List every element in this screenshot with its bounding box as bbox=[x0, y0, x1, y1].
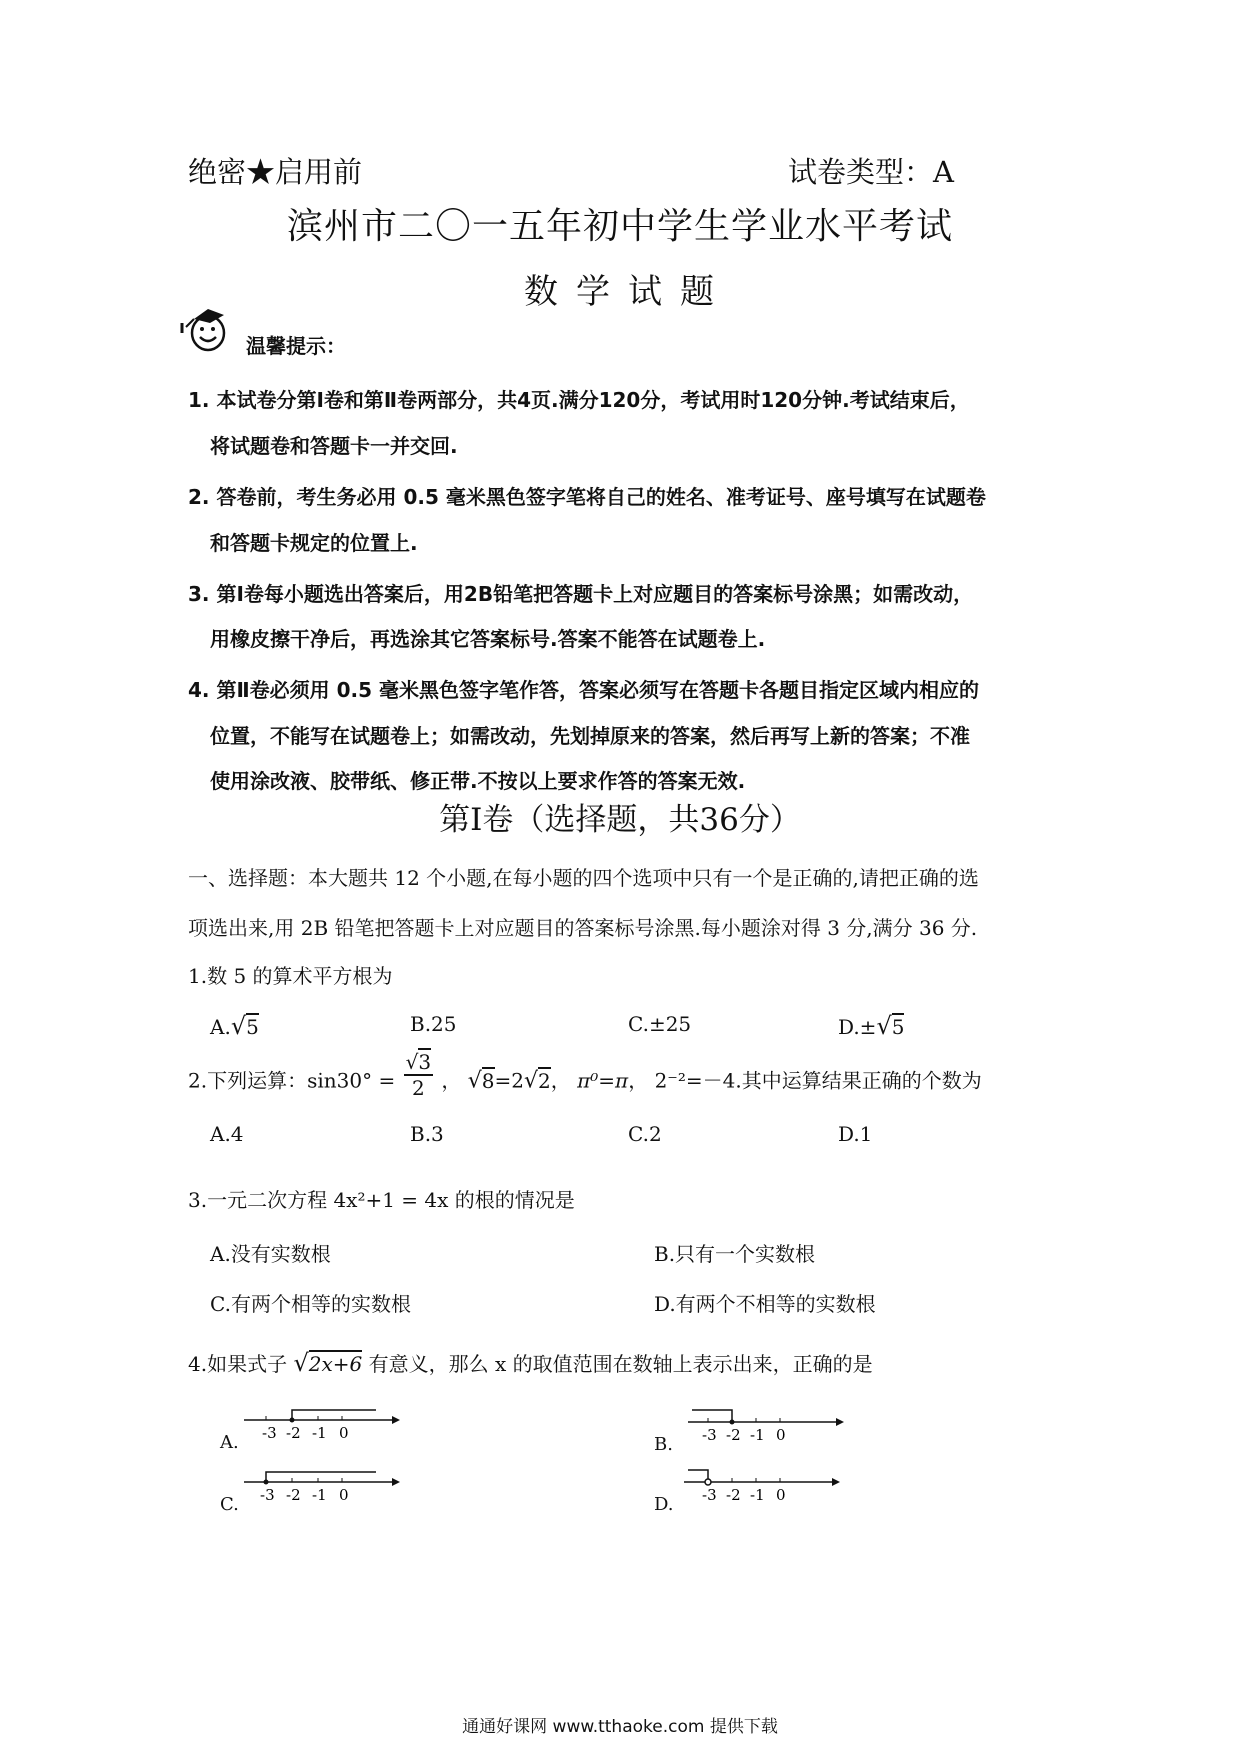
q1-option-b: B.25 bbox=[410, 1012, 457, 1036]
question-1-stem: 1.数 5 的算术平方根为 bbox=[188, 964, 393, 988]
tips-line: 位置，不能写在试题卷上；如需改动，先划掉原来的答案，然后再写上新的答案；不准 bbox=[210, 724, 970, 748]
q4-option-d bbox=[654, 1460, 834, 1530]
q2-option-a: A.4 bbox=[210, 1122, 244, 1146]
svg-text:-3: -3 bbox=[702, 1426, 717, 1444]
q4-option-a bbox=[220, 1404, 400, 1474]
tips-line: 1. 本试卷分第Ⅰ卷和第Ⅱ卷两部分，共4页.满分120分，考试用时120分钟.考试结束后， bbox=[188, 388, 970, 412]
q2-option-b: B.3 bbox=[410, 1122, 444, 1146]
tips-line: 使用涂改液、胶带纸、修正带.不按以上要求作答的答案无效. bbox=[210, 769, 746, 793]
svg-text:-3: -3 bbox=[262, 1424, 277, 1442]
tips-line: 3. 第Ⅰ卷每小题选出答案后，用2B铅笔把答题卡上对应题目的答案标号涂黑；如需改动， bbox=[188, 582, 974, 606]
svg-text:0: 0 bbox=[339, 1424, 349, 1442]
svg-text:0: 0 bbox=[776, 1486, 786, 1504]
svg-text:0: 0 bbox=[339, 1486, 349, 1504]
q4-option-a-label: A. bbox=[220, 1432, 239, 1453]
section-intro: 一、选择题：本大题共 12 个小题,在每小题的四个选项中只有一个是正确的,请把正确的选 bbox=[188, 866, 979, 890]
exam-subtitle: 数学试题 bbox=[524, 272, 732, 312]
svg-text:-1: -1 bbox=[750, 1486, 765, 1504]
tips-line: 和答题卡规定的位置上. bbox=[210, 531, 418, 555]
tips-line: 将试题卷和答题卡一并交回. bbox=[210, 434, 458, 458]
svg-text:-1: -1 bbox=[312, 1486, 327, 1504]
footer-credit: 通通好课网 www.tthaoke.com 提供下载 bbox=[462, 1717, 778, 1737]
section-title: 第Ⅰ卷（选择题，共36分） bbox=[439, 802, 801, 838]
confidential-label: 绝密★启用前 bbox=[188, 155, 363, 189]
q3-option-d: D.有两个不相等的实数根 bbox=[654, 1292, 876, 1316]
q4-option-d-label: D. bbox=[654, 1494, 674, 1515]
tips-title: 温馨提示： bbox=[246, 334, 346, 358]
q3-option-c: C.有两个相等的实数根 bbox=[210, 1292, 411, 1316]
tips-line: 4. 第Ⅱ卷必须用 0.5 毫米黑色签字笔作答，答案必须写在答题卡各题目指定区域内相应的 bbox=[188, 678, 980, 702]
q4-option-c-label: C. bbox=[220, 1494, 239, 1515]
q2-option-c: C.2 bbox=[628, 1122, 662, 1146]
q4-option-b-label: B. bbox=[654, 1434, 673, 1455]
exam-title: 滨州市二〇一五年初中学生学业水平考试 bbox=[286, 206, 953, 247]
svg-text:-3: -3 bbox=[260, 1486, 275, 1504]
svg-text:-1: -1 bbox=[750, 1426, 765, 1444]
question-3-stem: 3.一元二次方程 4x²+1 = 4x 的根的情况是 bbox=[188, 1188, 575, 1212]
smiley-graduate-icon bbox=[168, 297, 238, 357]
svg-text:-3: -3 bbox=[702, 1486, 717, 1504]
q1-option-c: C.±25 bbox=[628, 1012, 692, 1036]
q3-option-a: A.没有实数根 bbox=[210, 1242, 331, 1266]
question-2-stem: 2.下列运算：sin30° = $\frac{√3}{2}$ ， √8=2√2， π⁰=π， 2⁻²=－4.其中运算结果正确的个数为 bbox=[188, 1050, 982, 1100]
svg-text:-2: -2 bbox=[286, 1424, 301, 1442]
paper-type-label: 试卷类型：A bbox=[788, 155, 954, 189]
section-intro: 项选出来,用 2B 铅笔把答题卡上对应题目的答案标号涂黑.每小题涂对得 3 分,满分 36 分. bbox=[188, 916, 978, 940]
q4-option-c bbox=[220, 1466, 400, 1536]
question-4-stem: 4.如果式子 √2x+6 有意义，那么 x 的取值范围在数轴上表示出来，正确的是 bbox=[188, 1349, 873, 1377]
svg-text:-2: -2 bbox=[726, 1486, 741, 1504]
svg-text:-2: -2 bbox=[286, 1486, 301, 1504]
tips-line: 2. 答卷前，考生务必用 0.5 毫米黑色签字笔将自己的姓名、准考证号、座号填写在试题卷 bbox=[188, 485, 986, 509]
q1-option-d: D.±√5 bbox=[838, 1012, 905, 1040]
svg-text:0: 0 bbox=[776, 1426, 786, 1444]
q1-option-a: A.√5 bbox=[210, 1012, 259, 1040]
svg-text:-2: -2 bbox=[726, 1426, 741, 1444]
q3-option-b: B.只有一个实数根 bbox=[654, 1242, 816, 1266]
q2-option-d: D.1 bbox=[838, 1122, 873, 1146]
tips-line: 用橡皮擦干净后，再选涂其它答案标号.答案不能答在试题卷上. bbox=[210, 627, 766, 651]
svg-text:-1: -1 bbox=[312, 1424, 327, 1442]
